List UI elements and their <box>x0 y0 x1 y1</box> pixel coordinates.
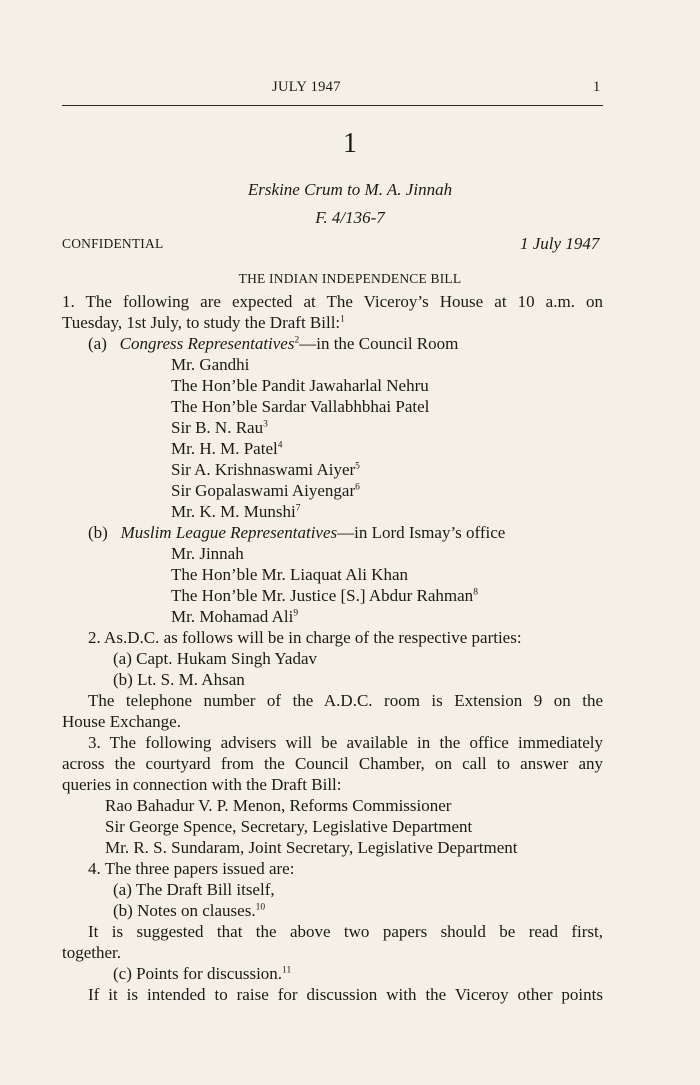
page-number: 1 <box>593 79 601 95</box>
paper-item-c: (c) Points for discussion.$^{11}$ <box>113 964 292 983</box>
member-hm-patel: Mr. H. M. Patel$^4$ <box>171 439 283 458</box>
group-a-marker: (a) <box>88 334 107 353</box>
group-b-heading <box>88 523 505 543</box>
para2-line3: House Exchange. <box>62 712 181 731</box>
footnote-ref: 5 <box>355 461 360 472</box>
running-header-month: JULY 1947 <box>272 79 341 95</box>
member-rahman: The Hon’ble Mr. Justice [S.] Abdur Rahman$^8$ <box>171 586 478 605</box>
footnote-ref: 11 <box>282 965 292 976</box>
para4-line1: 4. The three papers issued are: <box>88 859 295 878</box>
group-a-label: Congress Representatives <box>119 334 295 353</box>
adc-item-a: (a) Capt. Hukam Singh Yadav <box>113 649 317 668</box>
footnote-ref: 3 <box>263 419 268 430</box>
para4-line2: It is suggested that the above two papers should be read first, <box>88 922 603 941</box>
para3-line3: queries in connection with the Draft Bill: <box>62 775 342 794</box>
para4-line3: together. <box>62 943 122 962</box>
footnote-ref: 1 <box>340 314 345 325</box>
member-jinnah: Mr. Jinnah <box>171 544 244 563</box>
paper-item-b: (b) Notes on clauses.$^{10}$ <box>113 901 266 920</box>
member-gandhi: Mr. Gandhi <box>171 355 250 374</box>
header-rule <box>62 105 603 106</box>
adviser-spence: Sir George Spence, Secretary, Legislative Department <box>105 817 473 836</box>
footnote-ref: 7 <box>295 503 301 514</box>
document-number: 1 <box>343 128 357 159</box>
group-b-marker: (b) <box>88 523 108 542</box>
para4-line4: If it is intended to raise for discussion with the Viceroy other points <box>88 985 603 1004</box>
member-munshi: Mr. K. M. Munshi$^7$ <box>171 502 301 521</box>
member-rau: Sir B. N. Rau$^3$ <box>171 418 268 437</box>
document-date: 1 July 1947 <box>520 234 600 253</box>
footnote-ref: 6 <box>355 482 360 493</box>
group-a-location: —in the Council Room <box>299 334 459 353</box>
member-aiyer: Sir A. Krishnaswami Aiyer$^5$ <box>171 460 360 479</box>
para1-line1: 1. The following are expected at The Viceroy’s House at 10 a.m. on <box>62 292 603 311</box>
footnote-ref: 8 <box>473 587 478 598</box>
para2-line2: The telephone number of the A.D.C. room is Extension 9 on the <box>88 691 603 710</box>
footnote-ref: 10 <box>255 902 266 913</box>
adviser-sundaram: Mr. R. S. Sundaram, Joint Secretary, Legislative Department <box>105 838 518 857</box>
adviser-menon: Rao Bahadur V. P. Menon, Reforms Commissioner <box>105 796 452 815</box>
adc-item-b: (b) Lt. S. M. Ahsan <box>113 670 245 689</box>
group-b-label: Muslim League Representatives <box>120 523 338 542</box>
paper-item-a: (a) The Draft Bill itself, <box>113 880 275 899</box>
document-reference: F. 4/136-7 <box>315 208 385 227</box>
para3-line1: 3. The following advisers will be available in the office immediately <box>88 733 603 752</box>
member-liaquat: The Hon’ble Mr. Liaquat Ali Khan <box>171 565 409 584</box>
member-aiyengar: Sir Gopalaswami Aiyengar$^6$ <box>171 481 360 500</box>
para2-line1: 2. As.D.C. as follows will be in charge of the respective parties: <box>88 628 522 647</box>
footnote-ref: 4 <box>277 440 283 451</box>
member-nehru: The Hon’ble Pandit Jawaharlal Nehru <box>171 376 429 395</box>
footnote-ref: 9 <box>293 608 299 619</box>
footnote-ref: 2 <box>294 335 300 346</box>
member-mohamad-ali: Mr. Mohamad Ali$^9$ <box>171 607 299 626</box>
document-title: Erskine Crum to M. A. Jinnah <box>247 180 453 199</box>
para3-line2: across the courtyard from the Council Chamber, on call to answer any <box>62 754 603 773</box>
group-a-heading <box>88 334 458 354</box>
section-heading: THE INDIAN INDEPENDENCE BILL <box>238 271 462 286</box>
para1-line2: Tuesday, 1st July, to study the Draft Bill:$^1$ <box>62 313 345 332</box>
classification-label: CONFIDENTIAL <box>62 236 164 251</box>
member-vallabhbhai-patel: The Hon’ble Sardar Vallabhbhai Patel <box>171 397 430 416</box>
group-b-location: —in Lord Ismay’s office <box>337 523 506 542</box>
